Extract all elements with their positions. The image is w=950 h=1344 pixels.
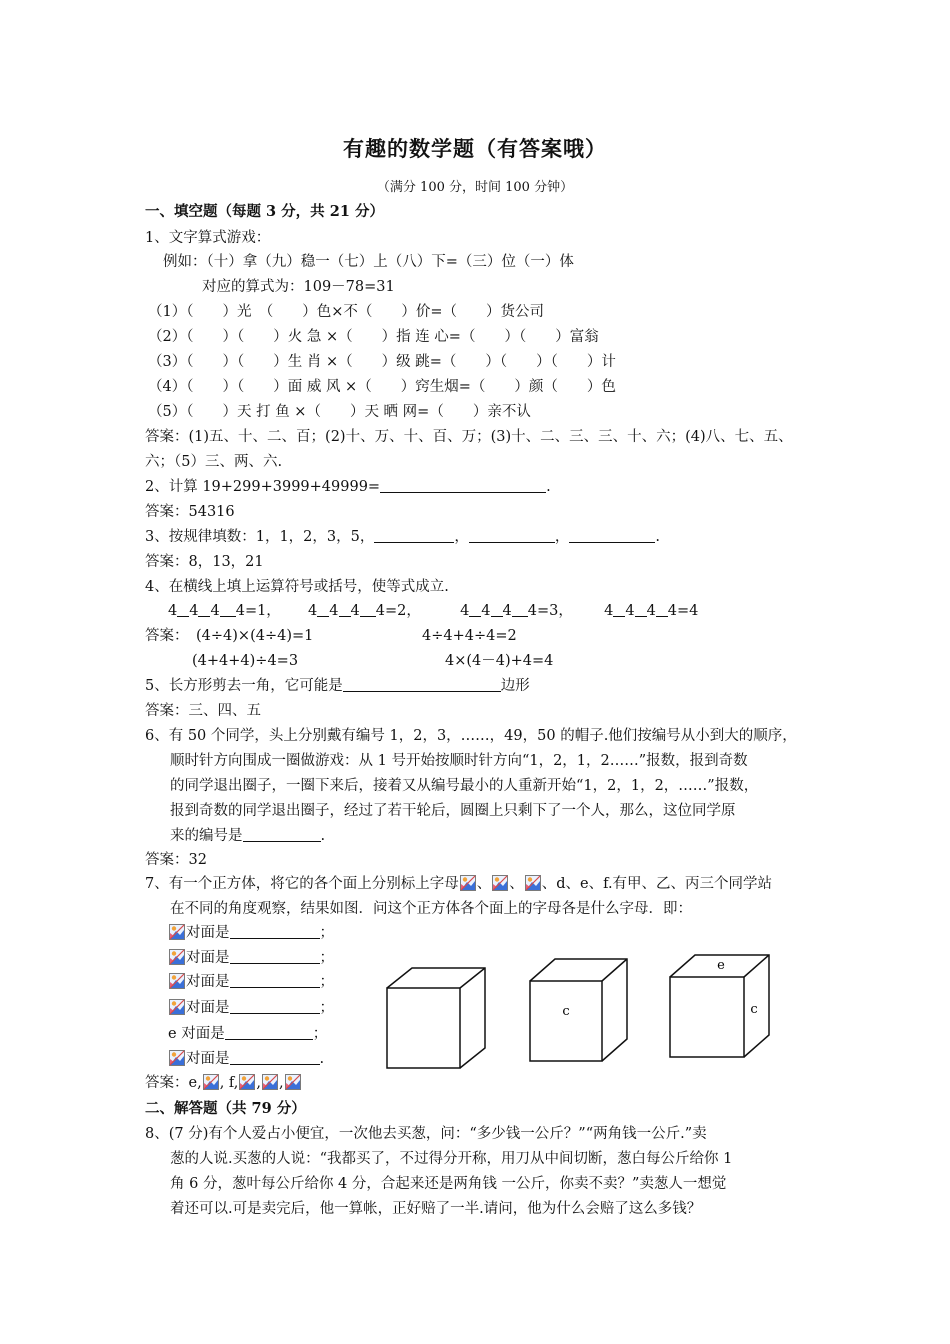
q1-answer-line-1: 答案：(1)五、十、二、百；(2)十、万、十、百、万；(3)十、二、三、三、十、六；(4)八、七、五、 bbox=[145, 429, 793, 445]
q6-line-5-text: 来的编号是 bbox=[170, 828, 243, 844]
page-title: 有趣的数学题（有答案哦） bbox=[343, 136, 607, 161]
q7-line-2: 在不同的角度观察，结果如图．问这个正方体各个面上的字母各是什么字母．即： bbox=[170, 901, 692, 917]
broken-image-icon bbox=[492, 875, 508, 891]
broken-image-icon bbox=[203, 1074, 219, 1090]
q2-text: 2、计算 19+299+3999+49999= bbox=[145, 479, 381, 495]
q7-semicolon: ； bbox=[312, 1026, 328, 1042]
cube-3-top-label: e bbox=[717, 958, 725, 973]
q4-answer-label: 答案： bbox=[145, 628, 189, 644]
q7-blank-row-6 bbox=[168, 1049, 324, 1069]
q7-answer: 答案：e, , f, , , bbox=[145, 1073, 302, 1093]
q1-heading: 1、文字算式游戏： bbox=[145, 230, 271, 246]
q7-blank-row-5 bbox=[168, 1024, 327, 1044]
q4-digit: 4 bbox=[502, 603, 512, 619]
q1-item-1: （1）（ ）光 （ ）色×不（ ）价=（ ）货公司 bbox=[148, 304, 545, 320]
q1-item-3: （3）（ ）（ ）生 肖 ×（ ）级 跳=（ ）（ ）（ ）计 bbox=[148, 354, 616, 370]
q1-example: 例如：（十）拿（九）稳一（七）上（八）下=（三）位（一）体 bbox=[163, 254, 574, 270]
q4-digit: 4 bbox=[625, 603, 635, 619]
q4-digit: 4 bbox=[527, 603, 537, 619]
q4-digit: 4 bbox=[329, 603, 339, 619]
broken-image-icon bbox=[460, 875, 476, 891]
cube-view-2 bbox=[528, 957, 633, 1065]
q3-sep-2: ， bbox=[554, 529, 570, 545]
subtitle: （满分 100 分，时间 100 分钟） bbox=[376, 180, 574, 195]
q6-line-4: 报到奇数的同学退出圈子，经过了若干轮后，圆圈上只剩下了一个人，那么，这位同学原 bbox=[170, 803, 736, 819]
q6-line-3: 的同学退出圈子，一圈下来后，接着又从编号最小的人重新开始“1，2，1，2，……”报数， bbox=[170, 778, 759, 794]
q2-blank bbox=[380, 477, 546, 493]
cube-view-3 bbox=[668, 953, 774, 1061]
q6-answer: 答案：32 bbox=[145, 852, 207, 868]
q1-answer-line-2: 六；（5）三、两、六. bbox=[145, 454, 283, 470]
q4-digit: 4 bbox=[460, 603, 470, 619]
q4-digit: 4 bbox=[646, 603, 656, 619]
q4-digit: 4 bbox=[308, 603, 318, 619]
q3-answer: 答案：8，13，21 bbox=[145, 554, 264, 570]
cube-2-front-label: c bbox=[562, 1004, 570, 1019]
q7-blank-row-4 bbox=[168, 998, 334, 1018]
q4-answer-3: (4+4+4)÷4=3 bbox=[192, 653, 299, 669]
q8-line-2: 葱的人说.买葱的人说：“我都买了，不过得分开称，用刀从中间切断，葱白每公斤给你 1 bbox=[170, 1151, 733, 1167]
broken-image-icon bbox=[285, 1074, 301, 1090]
q4-digit: 4 bbox=[375, 603, 385, 619]
q7-opposite-label: 对面是 bbox=[186, 950, 230, 966]
q1-item-4: （4）（ ）（ ）面 威 风 ×（ ）窍生烟=（ ）颜（ ）色 bbox=[148, 379, 616, 395]
q1-example-equation: 对应的算式为：109－78=31 bbox=[202, 279, 395, 295]
q7-opposite-label: 对面是 bbox=[186, 925, 230, 941]
q7-answer-f: , f, bbox=[219, 1075, 239, 1091]
q6-period: . bbox=[320, 828, 326, 844]
q8-line-3: 角 6 分，葱叶每公斤给你 4 分，合起来还是两角钱 一公斤，你卖不卖？”卖葱人一想觉 bbox=[170, 1176, 727, 1192]
section-heading-solve: 二、解答题（共 79 分） bbox=[145, 1100, 306, 1117]
broken-image-icon bbox=[525, 875, 541, 891]
broken-image-icon bbox=[239, 1074, 255, 1090]
q7-opposite-label: 对面是 bbox=[186, 1051, 230, 1067]
q4-answer-2: 4÷4+4÷4=2 bbox=[422, 628, 517, 644]
q4-eq-4: =4 bbox=[677, 603, 699, 619]
q7-blank bbox=[230, 948, 320, 964]
q4-answer-4: 4×(4－4)+4=4 bbox=[445, 653, 554, 669]
q4-digit: 4 bbox=[350, 603, 360, 619]
q4-equations bbox=[168, 601, 698, 621]
q4-digit: 4 bbox=[168, 603, 178, 619]
q6-blank bbox=[243, 826, 321, 842]
q4-digit: 4 bbox=[481, 603, 491, 619]
q4-digit: 4 bbox=[667, 603, 678, 619]
q2-period: . bbox=[546, 479, 551, 495]
q7-line-1: 7、有一个正方体，将它的各个面上分别标上字母 、 、 、d、e、f.有甲、乙、丙三个同学站 bbox=[145, 876, 773, 892]
cube-view-1 bbox=[385, 966, 495, 1076]
q7-semicolon: ； bbox=[319, 1000, 334, 1016]
q7-opposite-label: 对面是 bbox=[186, 974, 230, 990]
q2-question bbox=[145, 477, 551, 497]
q3-text: 3、按规律填数：1，1，2，3，5， bbox=[145, 529, 375, 545]
q3-blank-3 bbox=[569, 527, 655, 543]
q7-answer-label: 答案：e, bbox=[145, 1075, 202, 1091]
q7-semicolon: ； bbox=[319, 950, 334, 966]
q7-line-1-text: 7、有一个正方体，将它的各个面上分别标上字母 bbox=[145, 876, 459, 892]
q7-opposite-label: 对面是 bbox=[186, 1000, 230, 1016]
q1-item-5: （5）（ ）天 打 鱼 ×（ ）天 晒 网=（ ）亲不认 bbox=[148, 404, 531, 420]
q4-question: 4、在横线上填上运算符号或括号，使等式成立. bbox=[145, 579, 449, 595]
q4-digit: 4 bbox=[604, 603, 614, 619]
broken-image-icon bbox=[169, 924, 185, 940]
q5-text: 5、长方形剪去一角，它可能是 bbox=[145, 678, 343, 694]
q2-answer: 答案：54316 bbox=[145, 504, 235, 520]
q6-line-5 bbox=[170, 826, 325, 846]
q7-e-opposite-label: e 对面是 bbox=[168, 1026, 225, 1042]
q3-question bbox=[145, 527, 660, 547]
q4-eq-2: =2， bbox=[384, 603, 421, 619]
q7-semicolon: ； bbox=[319, 925, 334, 941]
q5-question bbox=[145, 676, 530, 696]
q4-eq-3: =3， bbox=[537, 603, 573, 619]
broken-image-icon bbox=[169, 973, 185, 989]
q8-line-4: 着还可以.可是卖完后，他一算帐，正好赔了一半.请问，他为什么会赔了这么多钱？ bbox=[170, 1201, 702, 1217]
q7-blank-row-3 bbox=[168, 972, 334, 992]
broken-image-icon bbox=[169, 949, 185, 965]
broken-image-icon bbox=[262, 1074, 278, 1090]
q7-blank bbox=[230, 998, 320, 1014]
q7-blank bbox=[225, 1024, 313, 1040]
q3-sep-1: ， bbox=[454, 529, 469, 545]
broken-image-icon bbox=[169, 1050, 185, 1066]
q1-item-2: （2）（ ）（ ）火 急 ×（ ）指 连 心=（ ）（ ）富翁 bbox=[148, 329, 599, 345]
broken-image-icon bbox=[169, 999, 185, 1015]
q3-blank-1 bbox=[374, 527, 454, 543]
q7-blank bbox=[230, 972, 320, 988]
q7-blank bbox=[230, 923, 320, 939]
q4-answer-1: (4÷4)×(4÷4)=1 bbox=[196, 628, 314, 644]
q4-digit: 4 bbox=[235, 603, 245, 619]
q5-end: 边形 bbox=[500, 678, 530, 694]
q4-digit: 4 bbox=[189, 603, 199, 619]
q7-blank-row-2 bbox=[168, 948, 334, 968]
q3-blank-2 bbox=[469, 527, 555, 543]
q6-line-1: 6、有 50 个同学，头上分别戴有编号 1，2，3，……，49，50 的帽子.他们按编号从小到大的顺序， bbox=[145, 728, 797, 744]
q7-semicolon: ； bbox=[319, 974, 334, 990]
q7-blank-row-1 bbox=[168, 923, 334, 943]
q7-period: . bbox=[319, 1051, 325, 1067]
q5-answer: 答案：三、四、五 bbox=[145, 703, 261, 719]
q7-blank bbox=[230, 1049, 320, 1065]
q5-blank bbox=[343, 676, 501, 692]
q6-line-2: 顺时针方向围成一圈做游戏：从 1 号开始按顺时针方向“1，2，1，2……”报数，报到奇数 bbox=[170, 753, 748, 769]
q3-period: . bbox=[655, 529, 660, 545]
q8-line-1: 8、(7 分)有个人爱占小便宜，一次他去买葱，问：“多少钱一公斤？”“两角钱一公斤.”卖 bbox=[145, 1126, 707, 1142]
q4-digit: 4 bbox=[210, 603, 220, 619]
q7-line-1-rest: 、d、e、f.有甲、乙、丙三个同学站 bbox=[541, 876, 773, 892]
q4-eq-1: =1， bbox=[244, 603, 281, 619]
section-heading-fill-blank: 一、填空题（每题 3 分，共 21 分） bbox=[145, 203, 384, 220]
cube-3-side-label: c bbox=[750, 1002, 758, 1017]
